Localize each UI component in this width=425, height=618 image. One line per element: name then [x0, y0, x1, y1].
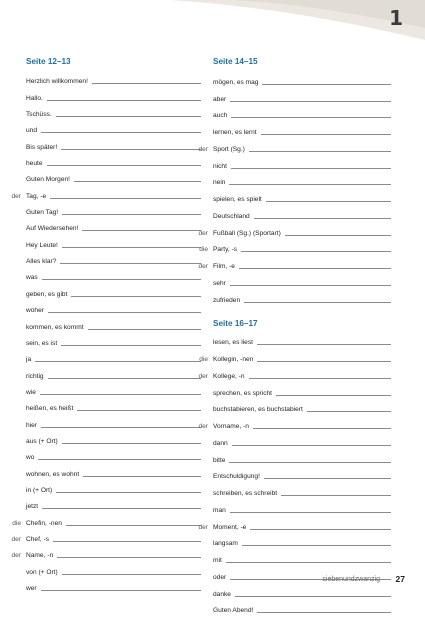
vocab-word: woher — [26, 307, 48, 314]
word-line — [213, 112, 391, 119]
vocab-entry — [26, 318, 201, 334]
vocab-word: Hey Leute! — [26, 242, 62, 249]
word-line — [213, 423, 391, 430]
translation-blank[interactable] — [48, 311, 201, 313]
vocab-entry — [213, 291, 391, 308]
translation-blank[interactable] — [230, 100, 391, 102]
word-line — [26, 487, 201, 494]
word-line — [26, 520, 201, 527]
word-line — [213, 297, 391, 304]
word-line — [213, 406, 391, 413]
article-label: der — [11, 552, 21, 559]
translation-blank[interactable] — [250, 528, 391, 530]
translation-blank[interactable] — [62, 573, 201, 575]
vocab-entry — [213, 451, 391, 468]
translation-blank[interactable] — [47, 164, 201, 166]
vocab-word: und — [26, 127, 41, 134]
translation-blank[interactable] — [41, 426, 201, 428]
translation-blank[interactable] — [230, 284, 391, 286]
translation-blank[interactable] — [53, 540, 201, 542]
vocab-entry — [26, 106, 201, 122]
translation-blank[interactable] — [229, 183, 391, 185]
word-line — [213, 490, 391, 497]
translation-blank[interactable] — [229, 461, 391, 463]
vocab-word: Sport (Sg.) — [213, 146, 249, 153]
vocab-entry — [26, 465, 201, 481]
translation-blank[interactable] — [56, 115, 201, 117]
vocab-entry — [213, 535, 391, 552]
vocab-word: Kollegin, -nen — [213, 356, 257, 363]
word-line — [26, 356, 201, 363]
vocab-entry — [213, 90, 391, 107]
word-line — [26, 225, 201, 232]
word-line — [26, 503, 201, 510]
vocab-word: Fußball (Sg.) (Sportart) — [213, 230, 285, 237]
vocab-word: Auf Wiedersehen! — [26, 225, 82, 232]
translation-blank[interactable] — [262, 83, 391, 85]
article-label: der — [198, 373, 208, 380]
word-line — [26, 373, 201, 380]
left-column — [26, 56, 201, 596]
section-heading-right-2: Seite 16–17 — [213, 318, 391, 330]
word-line — [26, 438, 201, 445]
vocab-word: danke — [213, 591, 235, 598]
vocab-entry — [26, 89, 201, 105]
vocab-entry — [213, 384, 391, 401]
word-line — [213, 79, 391, 86]
vocab-entry — [26, 155, 201, 171]
vocab-entry — [26, 269, 201, 285]
vocab-entry — [26, 204, 201, 220]
word-line — [26, 193, 201, 200]
vocab-word: Guten Morgen! — [26, 176, 74, 183]
vocab-entry — [26, 138, 201, 154]
word-line — [213, 473, 391, 480]
section-heading-left: Seite 12–13 — [26, 56, 201, 68]
word-line — [26, 552, 201, 559]
article-label: die — [199, 356, 208, 363]
translation-blank[interactable] — [92, 82, 201, 84]
word-line — [26, 585, 201, 592]
vocab-entry — [26, 482, 201, 498]
left-entries — [26, 73, 201, 596]
vocab-word: in (+ Ort) — [26, 487, 56, 494]
article-label: der — [198, 230, 208, 237]
word-line — [213, 591, 391, 598]
translation-blank[interactable] — [254, 217, 391, 219]
vocab-word: Party, -s — [213, 246, 241, 253]
vocab-entry — [213, 157, 391, 174]
translation-blank[interactable] — [257, 360, 391, 362]
vocab-word: Chefin, -nen — [26, 520, 66, 527]
vocab-entry — [213, 551, 391, 568]
word-line — [213, 246, 391, 253]
vocab-entry — [213, 123, 391, 140]
vocab-word: Tag, -e — [26, 193, 50, 200]
word-line — [213, 607, 391, 614]
vocab-word: aber — [213, 96, 230, 103]
vocab-word: mit — [213, 557, 226, 564]
translation-blank[interactable] — [257, 343, 391, 345]
translation-blank[interactable] — [244, 301, 391, 303]
vocab-entry — [213, 434, 391, 451]
vocab-word: langsam — [213, 540, 242, 547]
translation-blank[interactable] — [74, 180, 201, 182]
word-line — [213, 129, 391, 136]
vocab-word: Vorname, -n — [213, 423, 253, 430]
word-line — [213, 163, 391, 170]
vocab-entry — [213, 107, 391, 124]
word-line — [213, 540, 391, 547]
word-line — [26, 405, 201, 412]
translation-blank[interactable] — [42, 278, 201, 280]
word-line — [26, 291, 201, 298]
translation-blank[interactable] — [40, 393, 201, 395]
vocab-entry — [26, 335, 201, 351]
vocab-word: was — [26, 274, 42, 281]
translation-blank[interactable] — [50, 197, 201, 199]
translation-blank[interactable] — [41, 131, 201, 133]
word-line — [26, 78, 201, 85]
vocab-word: spielen, es spielt — [213, 196, 266, 203]
translation-blank[interactable] — [47, 99, 201, 101]
article-label: der — [11, 193, 21, 200]
article-label: die — [12, 520, 21, 527]
vocab-entry — [213, 602, 391, 618]
right-entries-1 — [213, 73, 391, 308]
vocab-word: Herzlich willkommen! — [26, 78, 92, 85]
translation-blank[interactable] — [231, 116, 391, 118]
word-line — [213, 230, 391, 237]
article-label: der — [198, 146, 208, 153]
vocab-entry — [26, 187, 201, 203]
translation-blank[interactable] — [60, 262, 201, 264]
vocab-entry — [26, 122, 201, 138]
article-label: der — [198, 423, 208, 430]
word-line — [26, 242, 201, 249]
word-line — [213, 507, 391, 514]
right-column — [213, 56, 391, 618]
vocab-word: heute — [26, 160, 47, 167]
word-line — [26, 127, 201, 134]
vocab-word: nein — [213, 179, 229, 186]
word-line — [26, 471, 201, 478]
word-line — [213, 146, 391, 153]
article-label: der — [198, 524, 208, 531]
header-swoosh — [0, 0, 425, 40]
vocab-entry — [26, 384, 201, 400]
translation-blank[interactable] — [62, 442, 201, 444]
vocab-entry — [26, 416, 201, 432]
vocab-entry — [213, 224, 391, 241]
vocab-entry — [213, 585, 391, 602]
vocab-word: ja — [26, 356, 35, 363]
word-line — [213, 280, 391, 287]
vocab-word: kommen, es kommt — [26, 324, 88, 331]
vocab-word: jetzt — [26, 503, 42, 510]
translation-blank[interactable] — [38, 458, 201, 460]
word-line — [213, 339, 391, 346]
vocab-word: man — [213, 507, 230, 514]
vocab-word: geben, es gibt — [26, 291, 71, 298]
translation-blank[interactable] — [62, 213, 201, 215]
vocab-word: Name, -n — [26, 552, 57, 559]
translation-blank[interactable] — [232, 444, 391, 446]
vocab-word: heißen, es heißt — [26, 405, 77, 412]
translation-blank[interactable] — [77, 409, 201, 411]
vocab-word: mögen, es mag — [213, 79, 262, 86]
vocab-word: Tschüss. — [26, 111, 56, 118]
translation-blank[interactable] — [56, 491, 201, 493]
vocab-entry — [26, 367, 201, 383]
vocab-word: wohnen, es wohnt — [26, 471, 83, 478]
page-number-word: siebenundzwanzig — [322, 576, 380, 583]
vocab-word: Entschuldigung! — [213, 473, 264, 480]
word-line — [213, 356, 391, 363]
vocab-word: wo — [26, 454, 38, 461]
translation-blank[interactable] — [48, 377, 201, 379]
vocab-entry — [26, 253, 201, 269]
vocab-word: Moment, -e — [213, 524, 250, 531]
article-label: die — [199, 246, 208, 253]
vocab-entry — [26, 498, 201, 514]
vocab-entry — [213, 417, 391, 434]
vocab-word: lernen, es lernt — [213, 129, 261, 136]
vocab-entry — [26, 351, 201, 367]
word-line — [26, 209, 201, 216]
translation-blank[interactable] — [35, 360, 201, 362]
vocab-word: lesen, es liest — [213, 339, 257, 346]
translation-blank[interactable] — [62, 246, 201, 248]
translation-blank[interactable] — [235, 595, 391, 597]
page-number: 27 — [396, 574, 405, 584]
word-line — [213, 263, 391, 270]
translation-blank[interactable] — [71, 295, 201, 297]
vocab-entry — [213, 518, 391, 535]
translation-blank[interactable] — [42, 507, 201, 509]
article-label: der — [198, 263, 208, 270]
vocab-entry — [213, 174, 391, 191]
translation-blank[interactable] — [88, 328, 201, 330]
vocab-word: auch — [213, 112, 231, 119]
translation-blank[interactable] — [61, 344, 201, 346]
word-line — [213, 196, 391, 203]
word-line — [26, 258, 201, 265]
vocab-entry — [213, 257, 391, 274]
translation-blank[interactable] — [61, 148, 201, 150]
word-line — [26, 536, 201, 543]
word-line — [26, 274, 201, 281]
translation-blank[interactable] — [41, 589, 201, 591]
word-line — [26, 144, 201, 151]
vocab-entry — [213, 501, 391, 518]
vocab-entry — [213, 140, 391, 157]
translation-blank[interactable] — [57, 556, 201, 558]
translation-blank[interactable] — [249, 150, 391, 152]
vocab-word: sprechen, es spricht — [213, 390, 276, 397]
vocab-word: nicht — [213, 163, 231, 170]
word-line — [26, 324, 201, 331]
vocab-word: Guten Abend! — [213, 607, 257, 614]
translation-blank[interactable] — [230, 511, 391, 513]
translation-blank[interactable] — [239, 267, 391, 269]
word-line — [26, 160, 201, 167]
vocab-word: Hallo. — [26, 95, 47, 102]
translation-blank[interactable] — [242, 544, 391, 546]
vocab-word: oder — [213, 574, 230, 581]
word-line — [26, 111, 201, 118]
vocab-word: Film, -e — [213, 263, 239, 270]
vocab-entry — [213, 367, 391, 384]
vocab-word: Guten Tag! — [26, 209, 62, 216]
vocab-word: dann — [213, 440, 232, 447]
vocab-entry — [26, 400, 201, 416]
word-line — [213, 390, 391, 397]
vocab-entry — [213, 73, 391, 90]
vocab-word: sehr — [213, 280, 230, 287]
vocab-entry — [26, 433, 201, 449]
word-line — [213, 524, 391, 531]
word-line — [213, 440, 391, 447]
vocab-entry — [213, 190, 391, 207]
word-line — [213, 557, 391, 564]
translation-blank[interactable] — [281, 494, 391, 496]
vocab-entry — [26, 236, 201, 252]
word-line — [26, 569, 201, 576]
vocab-entry — [213, 468, 391, 485]
vocab-word: richtig — [26, 373, 48, 380]
translation-blank[interactable] — [82, 229, 201, 231]
vocab-entry — [26, 220, 201, 236]
vocab-word: Kollege, -n — [213, 373, 249, 380]
translation-blank[interactable] — [264, 477, 391, 479]
vocab-entry — [26, 449, 201, 465]
vocab-word: aus (+ Ort) — [26, 438, 62, 445]
vocab-entry — [213, 484, 391, 501]
translation-blank[interactable] — [241, 250, 391, 252]
word-line — [213, 96, 391, 103]
article-label: der — [11, 536, 21, 543]
translation-blank[interactable] — [231, 167, 391, 169]
translation-blank[interactable] — [276, 394, 391, 396]
vocab-entry — [213, 274, 391, 291]
vocab-entry — [26, 580, 201, 596]
translation-blank[interactable] — [253, 427, 391, 429]
word-line — [26, 389, 201, 396]
translation-blank[interactable] — [249, 377, 391, 379]
vocab-entry — [213, 207, 391, 224]
translation-blank[interactable] — [307, 410, 391, 412]
vocab-word: wer — [26, 585, 41, 592]
word-line — [213, 213, 391, 220]
word-line — [26, 340, 201, 347]
word-line — [213, 179, 391, 186]
translation-blank[interactable] — [285, 234, 391, 236]
translation-blank[interactable] — [66, 524, 201, 526]
vocab-word: wie — [26, 389, 40, 396]
word-line — [213, 373, 391, 380]
vocab-word: buchstabieren, es buchstabiert — [213, 406, 307, 413]
vocab-word: sein, es ist — [26, 340, 61, 347]
word-line — [26, 454, 201, 461]
vocab-word: Bis später! — [26, 144, 61, 151]
vocab-word: Alles klar? — [26, 258, 60, 265]
vocab-entry — [26, 563, 201, 579]
vocab-word: Chef, -s — [26, 536, 53, 543]
translation-blank[interactable] — [257, 611, 391, 613]
vocab-entry — [26, 73, 201, 89]
vocab-entry — [26, 302, 201, 318]
vocab-entry — [213, 401, 391, 418]
translation-blank[interactable] — [261, 133, 391, 135]
vocab-entry — [213, 350, 391, 367]
vocab-entry — [26, 285, 201, 301]
vocab-entry — [213, 334, 391, 351]
vocab-word: hier — [26, 422, 41, 429]
word-line — [26, 422, 201, 429]
vocab-word: Deutschland — [213, 213, 254, 220]
vocab-entry — [26, 547, 201, 563]
translation-blank[interactable] — [83, 475, 201, 477]
vocab-entry — [26, 514, 201, 530]
vocab-word: zufrieden — [213, 297, 244, 304]
word-line — [26, 176, 201, 183]
chapter-number: 1 — [389, 6, 403, 30]
translation-blank[interactable] — [226, 561, 391, 563]
section-heading-right-1: Seite 14–15 — [213, 56, 391, 68]
vocab-word: schreiben, es schreibt — [213, 490, 281, 497]
vocab-entry — [213, 241, 391, 258]
word-line — [213, 457, 391, 464]
vocab-entry — [26, 531, 201, 547]
vocab-word: bitte — [213, 457, 229, 464]
vocab-word: von (+ Ort) — [26, 569, 62, 576]
word-line — [26, 307, 201, 314]
word-line — [26, 95, 201, 102]
vocab-entry — [26, 171, 201, 187]
translation-blank[interactable] — [266, 200, 391, 202]
